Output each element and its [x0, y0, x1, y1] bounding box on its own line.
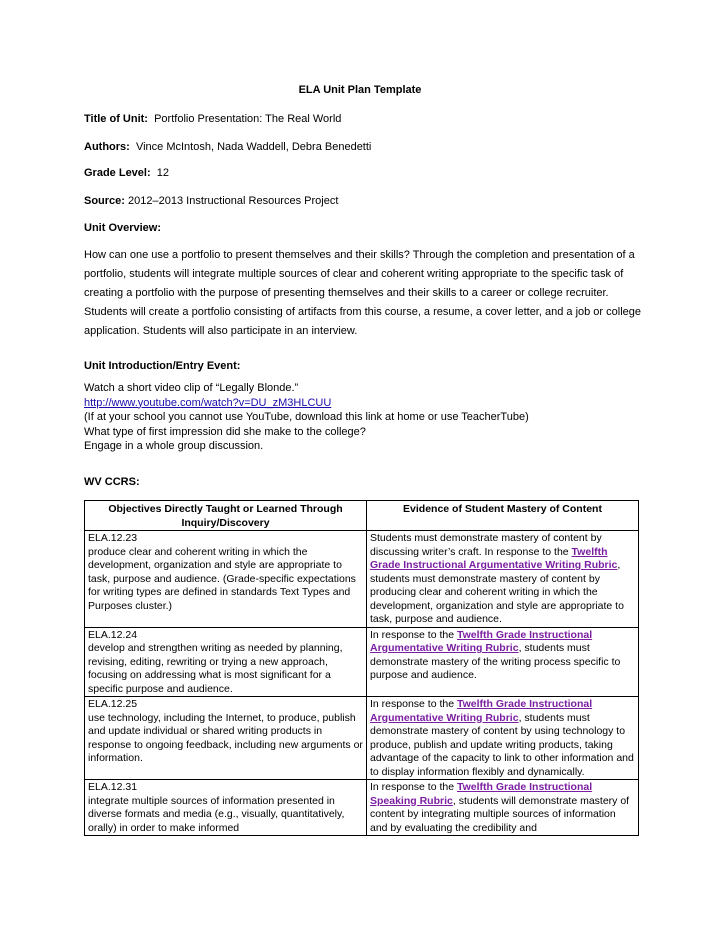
overview-text: How can one use a portfolio to present themselves and their skills? Through the completion and presentation of a portfolio, students will integrate multiple sources of clear and coherent writing appropriate to the specific task of creating a portfolio with the purpose of presenting themselves and their skills to a career or college recruiter. Students will create a portfolio consisting of artifacts from this course, a resume, a cover letter, and a job or college application. Students will also participate in an interview. [84, 249, 641, 337]
field-value: Vince McIntosh, Nada Waddell, Debra Benedetti [135, 141, 372, 153]
field-grade-level [84, 167, 169, 179]
table-row [85, 780, 639, 836]
rubric-link[interactable]: Twelfth Grade Instructional Argumentative Writing Rubric [370, 628, 593, 654]
objective-text: use technology, including the Internet, to produce, publish and update individual or shared writing products in response to ongoing feedback, including new arguments or information. [88, 711, 363, 764]
entry-line: Watch a short video clip of “Legally Blonde.” [84, 382, 299, 394]
evidence-text: , students must demonstrate mastery of the writing process specific to purpose and audience. [370, 642, 621, 681]
field-value: Portfolio Presentation: The Real World [154, 113, 342, 125]
evidence-text: , students must demonstrate mastery of content by producing clear and coherent writing in which the development, organization and style are appropriate to task, purpose and audience. [370, 559, 624, 625]
standard-code: ELA.12.31 [88, 781, 138, 793]
rubric-link[interactable]: Twelfth Grade Instructional Speaking Rubric [370, 781, 593, 807]
evidence-text: , students must demonstrate mastery of content by using technology to produce, publish and update writing products, taking advantage of the capacity to link to other information and to display information flexibly and dynamically. [370, 711, 634, 778]
objective-cell [85, 531, 367, 628]
field-label: Grade Level: [84, 167, 151, 179]
field-authors [84, 141, 371, 153]
youtube-link[interactable]: http://www.youtube.com/watch?v=DU_zM3HLCUU [84, 396, 332, 409]
table-row [85, 697, 639, 780]
column-header-evidence: Evidence of Student Mastery of Content [367, 501, 639, 531]
entry-event-block [84, 381, 644, 454]
evidence-cell [367, 627, 639, 697]
objective-cell [85, 697, 367, 780]
field-value: 2012–2013 Instructional Resources Project [128, 195, 339, 207]
overview-heading [84, 222, 161, 234]
field-value: 12 [156, 167, 170, 179]
evidence-cell [367, 531, 639, 628]
objective-text: develop and strengthen writing as needed by planning, revising, editing, rewriting or trying a new approach, focusing on addressing what is most significant for a specific purpose and audience. [88, 642, 343, 695]
objective-text: integrate multiple sources of information presented in diverse formats and media (e.g., visually, quantitatively, orally) in order to make informed [88, 794, 345, 834]
table-row [85, 531, 639, 628]
rubric-link[interactable]: Twelfth Grade Instructional Argumentative Writing Rubric [370, 545, 618, 571]
standard-code: ELA.12.25 [88, 698, 138, 710]
evidence-text: Students must demonstrate mastery of content by discussing writer’s craft. In response to the [370, 532, 602, 558]
objective-text: produce clear and coherent writing in which the development, organization and style are appropriate to task, purpose and audience. (Grade-specific expectations for writing types are defined in standards Text Types and Purposes cluster.) [88, 545, 356, 612]
document-title: ELA Unit Plan Template [298, 84, 422, 96]
evidence-text: , students will demonstrate mastery of content by integrating multiple sources of information and by evaluating the credibility and [370, 794, 630, 834]
entry-heading-text: Unit Introduction/Entry Event: [84, 360, 241, 372]
column-header-objectives: Objectives Directly Taught or Learned Through Inquiry/Discovery [85, 501, 367, 531]
field-source [84, 195, 338, 207]
ccrs-heading [84, 476, 140, 488]
field-label: Authors: [84, 141, 130, 153]
table-header-row [85, 501, 639, 531]
entry-line: What type of first impression did she make to the college? [84, 425, 366, 438]
objective-cell [85, 627, 367, 697]
objective-cell [85, 780, 367, 836]
field-title-of-unit [84, 113, 341, 125]
entry-heading [84, 360, 240, 372]
ccrs-heading-text: WV CCRS: [84, 476, 140, 488]
entry-line: (If at your school you cannot use YouTube, download this link at home or use TeacherTube) [84, 411, 529, 423]
evidence-text: In response to the [370, 781, 457, 793]
evidence-text: In response to the [370, 698, 457, 710]
field-label: Title of Unit: [84, 113, 148, 125]
evidence-text: In response to the [370, 628, 457, 641]
ccrs-table [84, 500, 639, 836]
overview-heading-text: Unit Overview: [84, 222, 162, 234]
table-row [85, 627, 639, 697]
evidence-cell [367, 780, 639, 836]
standard-code: ELA.12.24 [88, 628, 138, 641]
field-label: Source: [84, 195, 125, 207]
evidence-cell [367, 697, 639, 780]
standard-code: ELA.12.23 [88, 532, 138, 544]
rubric-link[interactable]: Twelfth Grade Instructional Argumentative Writing Rubric [370, 698, 593, 724]
entry-line: Engage in a whole group discussion. [84, 440, 264, 452]
